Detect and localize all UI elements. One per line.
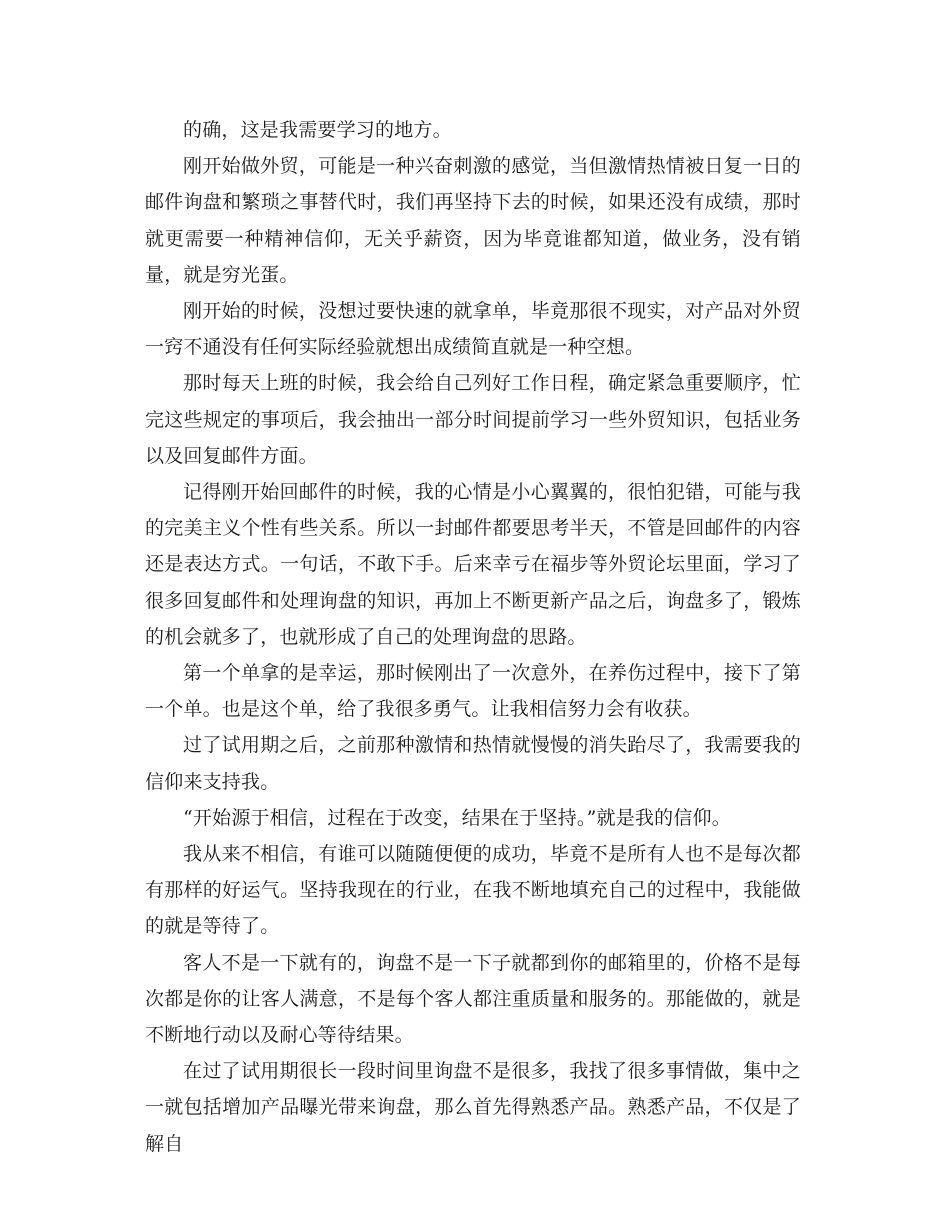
paragraph: 的确，这是我需要学习的地方。 [183, 119, 452, 141]
paragraph: 刚开始的时候，没想过要快速的就拿单，毕竟那很不现实，对产品对外贸一窍不通没有任何实际经验就想出成绩简直就是一种空想。 [145, 300, 801, 359]
paragraph: 在过了试用期很长一段时间里询盘不是很多，我找了很多事情做，集中之一就包括增加产品曝光带来询盘，那么首先得熟悉产品。熟悉产品，不仅是了解自 [145, 1060, 801, 1155]
document-body [145, 112, 801, 1162]
paragraph: 那时每天上班的时候，我会给自己列好工作日程，确定紧急重要顺序，忙完这些规定的事项后，我会抽出一部分时间提前学习一些外贸知识，包括业务以及回复邮件方面。 [145, 372, 801, 467]
paragraph: 我从来不相信，有谁可以随随便便的成功，毕竟不是所有人也不是每次都有那样的好运气。坚持我现在的行业，在我不断地填充自己的过程中，我能做的就是等待了。 [145, 843, 801, 938]
paragraph: “开始源于相信，过程在于改变，结果在于坚持。”就是我的信仰。 [183, 806, 731, 829]
paragraph: 过了试用期之后，之前那种激情和热情就慢慢的消失跆尽了，我需要我的信仰来支持我。 [145, 734, 801, 793]
paragraph: 第一个单拿的是幸运，那时候刚出了一次意外，在养伤过程中，接下了第一个单。也是这个单，给了我很多勇气。让我相信努力会有收获。 [145, 662, 801, 721]
paragraph: 客人不是一下就有的，询盘不是一下子就都到你的邮箱里的，价格不是每次都是你的让客人满意，不是每个客人都注重质量和服务的。那能做的，就是不断地行动以及耐心等待结果。 [145, 951, 801, 1047]
paragraph: 记得刚开始回邮件的时候，我的心情是小心翼翼的，很怕犯错，可能与我的完美主义个性有些关系。所以一封邮件都要思考半天，不管是回邮件的内容还是表达方式。一句话，不敢下手。后来幸亏在福步等外贸论坛里面，学习了很多回复邮件和处理询盘的知识，再加上不断更新产品之后，询盘多了，锻炼的机会就多了，也就形成了自己的处理询盘的思路。 [145, 481, 801, 648]
paragraph: 刚开始做外贸，可能是一种兴奋刺激的感觉，当但激情热情被日复一日的邮件询盘和繁琐之事替代时，我们再坚持下去的时候，如果还没有成绩，那时就更需要一种精神信仰，无关乎薪资，因为毕竟谁都知道，做业务，没有销量，就是穷光蛋。 [145, 155, 801, 286]
